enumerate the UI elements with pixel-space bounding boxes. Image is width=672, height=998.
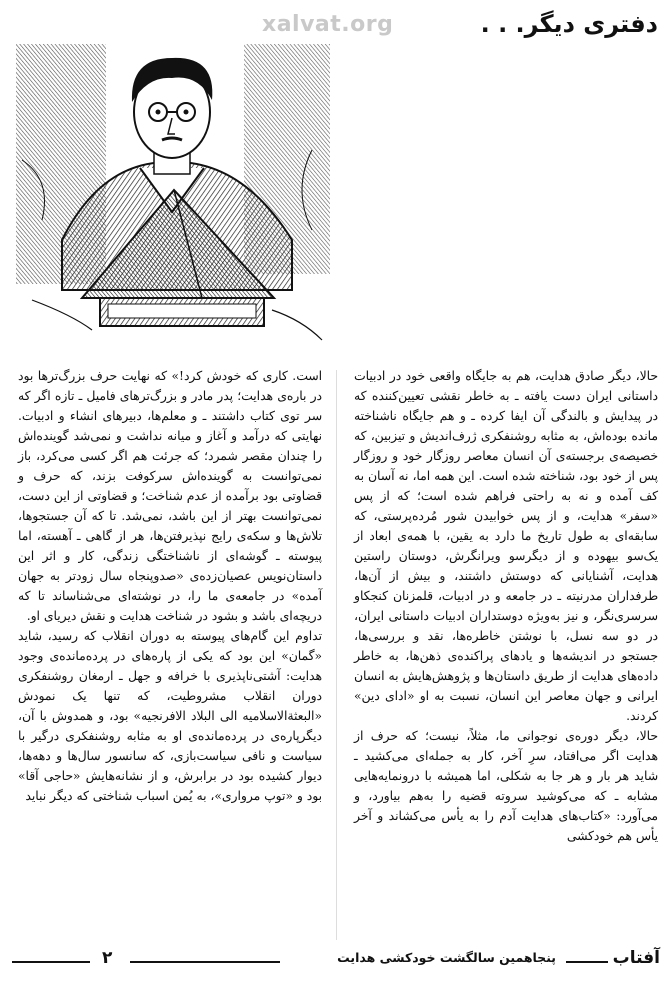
page-footer xyxy=(12,948,660,974)
paragraph: حالا، دیگر دوره‌ی نوجوانی ما، مثلاً، نیست؛ که حرف از هدایت اگر می‌افتاد، سرِ آخر، کار به جمله‌ای می‌کشید ـ شاید هر بار و هر جا به شکلی، اما همیشه با درونمایه‌هایی مشابه ـ که می‌کوشید سروته قضیه را به‌هم بیاورد، و می‌آورد: «کتاب‌های هدایت آدم را به یأس می‌کشاند و آخر یأس هم خودکشی xyxy=(354,729,658,843)
column-divider xyxy=(336,370,337,940)
footer-subtitle: پنجاهمین سالگشت خودکشی هدایت xyxy=(337,950,556,965)
footer-rule xyxy=(130,961,280,963)
footer-rule xyxy=(12,961,90,963)
footer-brand: آفتاب xyxy=(612,948,660,968)
portrait-illustration xyxy=(12,40,334,346)
footer-rule xyxy=(566,961,608,963)
paragraph: است. کاری که خودش کرد!» که نهایت حرف بزرگ‌ترها بود در باره‌ی هدایت؛ پدر مادر و بزرگ‌ترهای فامیل ـ تازه اگر که سر توی کتاب داشتند ـ و معلم‌ها، دبیرهای انشاء و ادبیات. نهایتی که درآمد و آغاز و میانه نداشت و نمی‌شد گوینده‌اش را چندان مقصر شمرد؛ که جرئت هم اگر کسی می‌کرد، باز نمی‌توانست به گوینده‌اش سرکوفت بزند، که حرف و قضاوتی بود برآمده از عدم شناخت؛ و قضاوتی از این دست، نمی‌توانست بهتر از این باشد، نمی‌شد. تا که آن جستجوها، تلاش‌ها و سکه‌ی رایج نپذیرفتن‌ها، هر از گاهی ـ آهسته، اما پیوسته ـ گوشه‌ای از ناشناختگی زندگی، کار و اثر این داستان‌نویس عصیان‌زده‌ی «صدوپنجاه سال زودتر به جهان آمده» در جامعه‌ی ما را، در نوشته‌ای می‌شناساند تا که دریچه‌ای باشد و بشود در شناخت هدایت و نقش دیریای او. xyxy=(18,369,322,623)
page-title: دفتری دیگر. . . xyxy=(480,10,658,38)
paragraph: تداوم این گام‌های پیوسته به دوران انقلاب که رسید، شاید «گمان» این بود که یکی از پاره‌های در پرده‌مانده‌ی وجود هدایت: آشتی‌ناپذیری با خرافه و جهل ـ ارمغان روشنفکری دوران انقلاب مشروطیت، که تنها یک نمودش «البعثة‌الاسلامیه الی البلاد الافرنجیه» بود، و همدوش با آن، دیگرپاره‌ی در پرده‌مانده‌ی او به مثابه روشنفکری درگیر با سیاست و نافی سیاست‌بازی، که سانسور سال‌ها و دهه‌ها، دیوار کشیده بود در برابرش، و از نشانه‌هایش «حاجی آقا» بود و «توپ مرواری»، به یُمن اسباب شناختی که دیگر نباید xyxy=(18,629,322,803)
article-column-right xyxy=(354,366,658,846)
page-number: ۲ xyxy=(102,948,113,968)
article-column-left xyxy=(18,366,322,806)
paragraph: حالا، دیگر صادق هدایت، هم به جایگاه واقعی خود در ادبیات داستانی ایران دست یافته ـ به خاطر نقشی تعیین‌کننده که در پیدایش و بالندگی آن ایفا کرده ـ و هم جایگاه ناشناخته مانده‌ بوده‌اش، به مثابه روشنفکری ژرف‌اندیش و تیزبین، که خصیصه‌ی برجسته‌ی آن انسان معاصر روزگار خود و روزگار پس از خود بود، شناخته شده است. این همه اما، نه آسان به کف آمده و نه به راحتی فراهم شده است؛ که از پس «سفر» هدایت، و از پس خوابیدن شور مُرده‌پرستی، که سابقه‌ای به طول تاریخ ما دارد به یقین، با همه‌ی ابعاد از یک‌سو بیهوده و از دیگرسو ویرانگرش، دوستان راستین هدایت، آشنایانی که دوستش داشتند، و بیش از آن‌ها، طرفداران مدرنیته ـ در جامعه و در ادبیات، قلمزنان کنجکاو سرسری‌نگر، و نیز به‌ویژه دوستداران ادبیات داستانی ایران، در دو سه نسل، با نوشتن خاطره‌ها، نقد و بررسی‌ها، جستجو در اندیشه‌ها و یادهای پراکنده‌ی ذهن‌ها، به خاطر داده‌های هدایت از طریق داستان‌ها و پژوهش‌هایش به انسان ایرانی و جهان معاصر این انسان، نسبت به او «ادای دین» کردند. xyxy=(354,369,658,723)
watermark: xalvat.org xyxy=(262,12,394,37)
